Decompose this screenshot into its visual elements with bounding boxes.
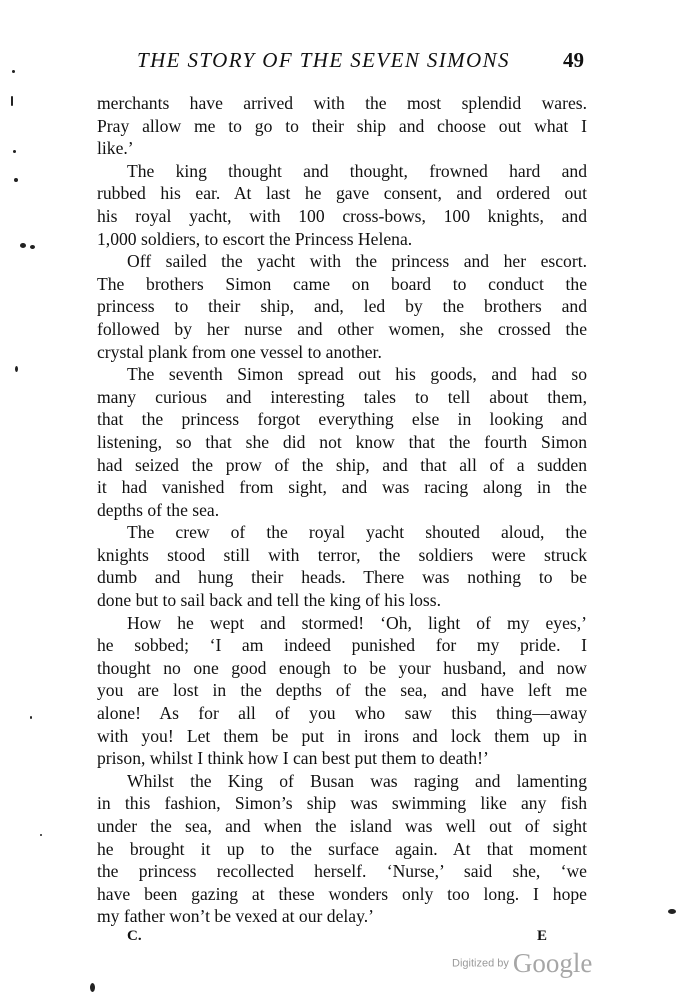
text-line: like.’ [97, 138, 134, 159]
text-line: The brothers Simon came on board to conduct the [97, 273, 587, 294]
text-line: depths of the sea. [97, 499, 220, 520]
scan-speck [14, 178, 18, 182]
text-line: my father won’t be vexed at our delay.’ [97, 906, 374, 927]
digitization-watermark [452, 948, 592, 984]
page-header [97, 48, 584, 74]
scan-speck [90, 983, 95, 992]
text-line: The seventh Simon spread out his goods, and had so [127, 364, 587, 385]
running-title: THE STORY OF THE SEVEN SIMONS [137, 48, 510, 72]
text-line: his royal yacht, with 100 cross-bows, 100 knights, and [97, 205, 587, 226]
body-text [97, 92, 587, 928]
text-line: rubbed his ear. At last he gave consent, and ordered out [97, 183, 587, 204]
text-line: How he wept and stormed! ‘Oh, light of my eyes,’ [127, 612, 587, 633]
text-line: you are lost in the depths of the sea, and have left me [97, 680, 587, 701]
scan-speck [30, 716, 32, 719]
scan-speck [12, 70, 15, 73]
text-line: dumb and hung their heads. There was nothing to be [97, 567, 587, 588]
text-line: 1,000 soldiers, to escort the Princess Helena. [97, 228, 413, 249]
scan-speck [11, 96, 13, 106]
text-line: that the princess forgot everything else in looking and [97, 409, 587, 430]
text-line: merchants have arrived with the most splendid wares. [97, 93, 587, 113]
scan-speck [668, 909, 676, 914]
text-line: prison, whilst I think how I can best put them to death!’ [97, 748, 489, 769]
text-line: Off sailed the yacht with the princess and her escort. [127, 251, 587, 272]
text-line: it had vanished from sight, and was racing along in the [97, 477, 587, 498]
text-line: alone! As for all of you who saw this thing—away [97, 703, 587, 724]
text-line: he brought it up to the surface again. At that moment [97, 838, 587, 859]
text-line: listening, so that she did not know that the fourth Simon [97, 431, 587, 452]
text-line: the princess recollected herself. ‘Nurse,’ said she, ‘we [97, 861, 587, 882]
text-line: with you! Let them be put in irons and lock them up in [97, 725, 587, 746]
text-line: done but to sail back and tell the king of his loss. [97, 590, 442, 611]
scan-speck [40, 834, 42, 836]
scan-speck [15, 366, 18, 372]
text-line: Whilst the King of Busan was raging and lamenting [127, 770, 587, 791]
text-line: Pray allow me to go to their ship and choose out what I [97, 115, 587, 136]
text-line: The crew of the royal yacht shouted aloud, the [127, 522, 587, 543]
text-line: he sobbed; ‘I am indeed punished for my pride. I [97, 635, 587, 656]
text-line: knights stood still with terror, the soldiers were struck [97, 544, 587, 565]
signature-letter: E [536, 928, 547, 944]
text-line: under the sea, and when the island was well out of sight [97, 816, 587, 836]
scan-speck [20, 243, 26, 248]
text-line: followed by her nurse and other women, she crossed the [97, 318, 587, 339]
text-line: had seized the prow of the ship, and that all of a sudden [97, 454, 587, 475]
watermark-prefix: Digitized by [452, 957, 509, 970]
text-line: have been gazing at these wonders only too long. I hope [97, 883, 587, 904]
text-line: The king thought and thought, frowned hard and [127, 160, 587, 181]
text-line: crystal plank from one vessel to another. [97, 341, 382, 362]
text-line: thought no one good enough to be your husband, and now [97, 657, 587, 678]
text-line: in this fashion, Simon’s ship was swimming like any fish [97, 793, 587, 814]
text-line: princess to their ship, and, led by the brothers and [97, 296, 587, 317]
scan-speck [30, 245, 35, 249]
page-number: 49 [563, 48, 584, 72]
signature-mark: C. [127, 928, 142, 944]
text-line: many curious and interesting tales to tell about them, [97, 386, 587, 407]
watermark-logo: Google [512, 948, 593, 978]
scan-speck [13, 150, 16, 153]
